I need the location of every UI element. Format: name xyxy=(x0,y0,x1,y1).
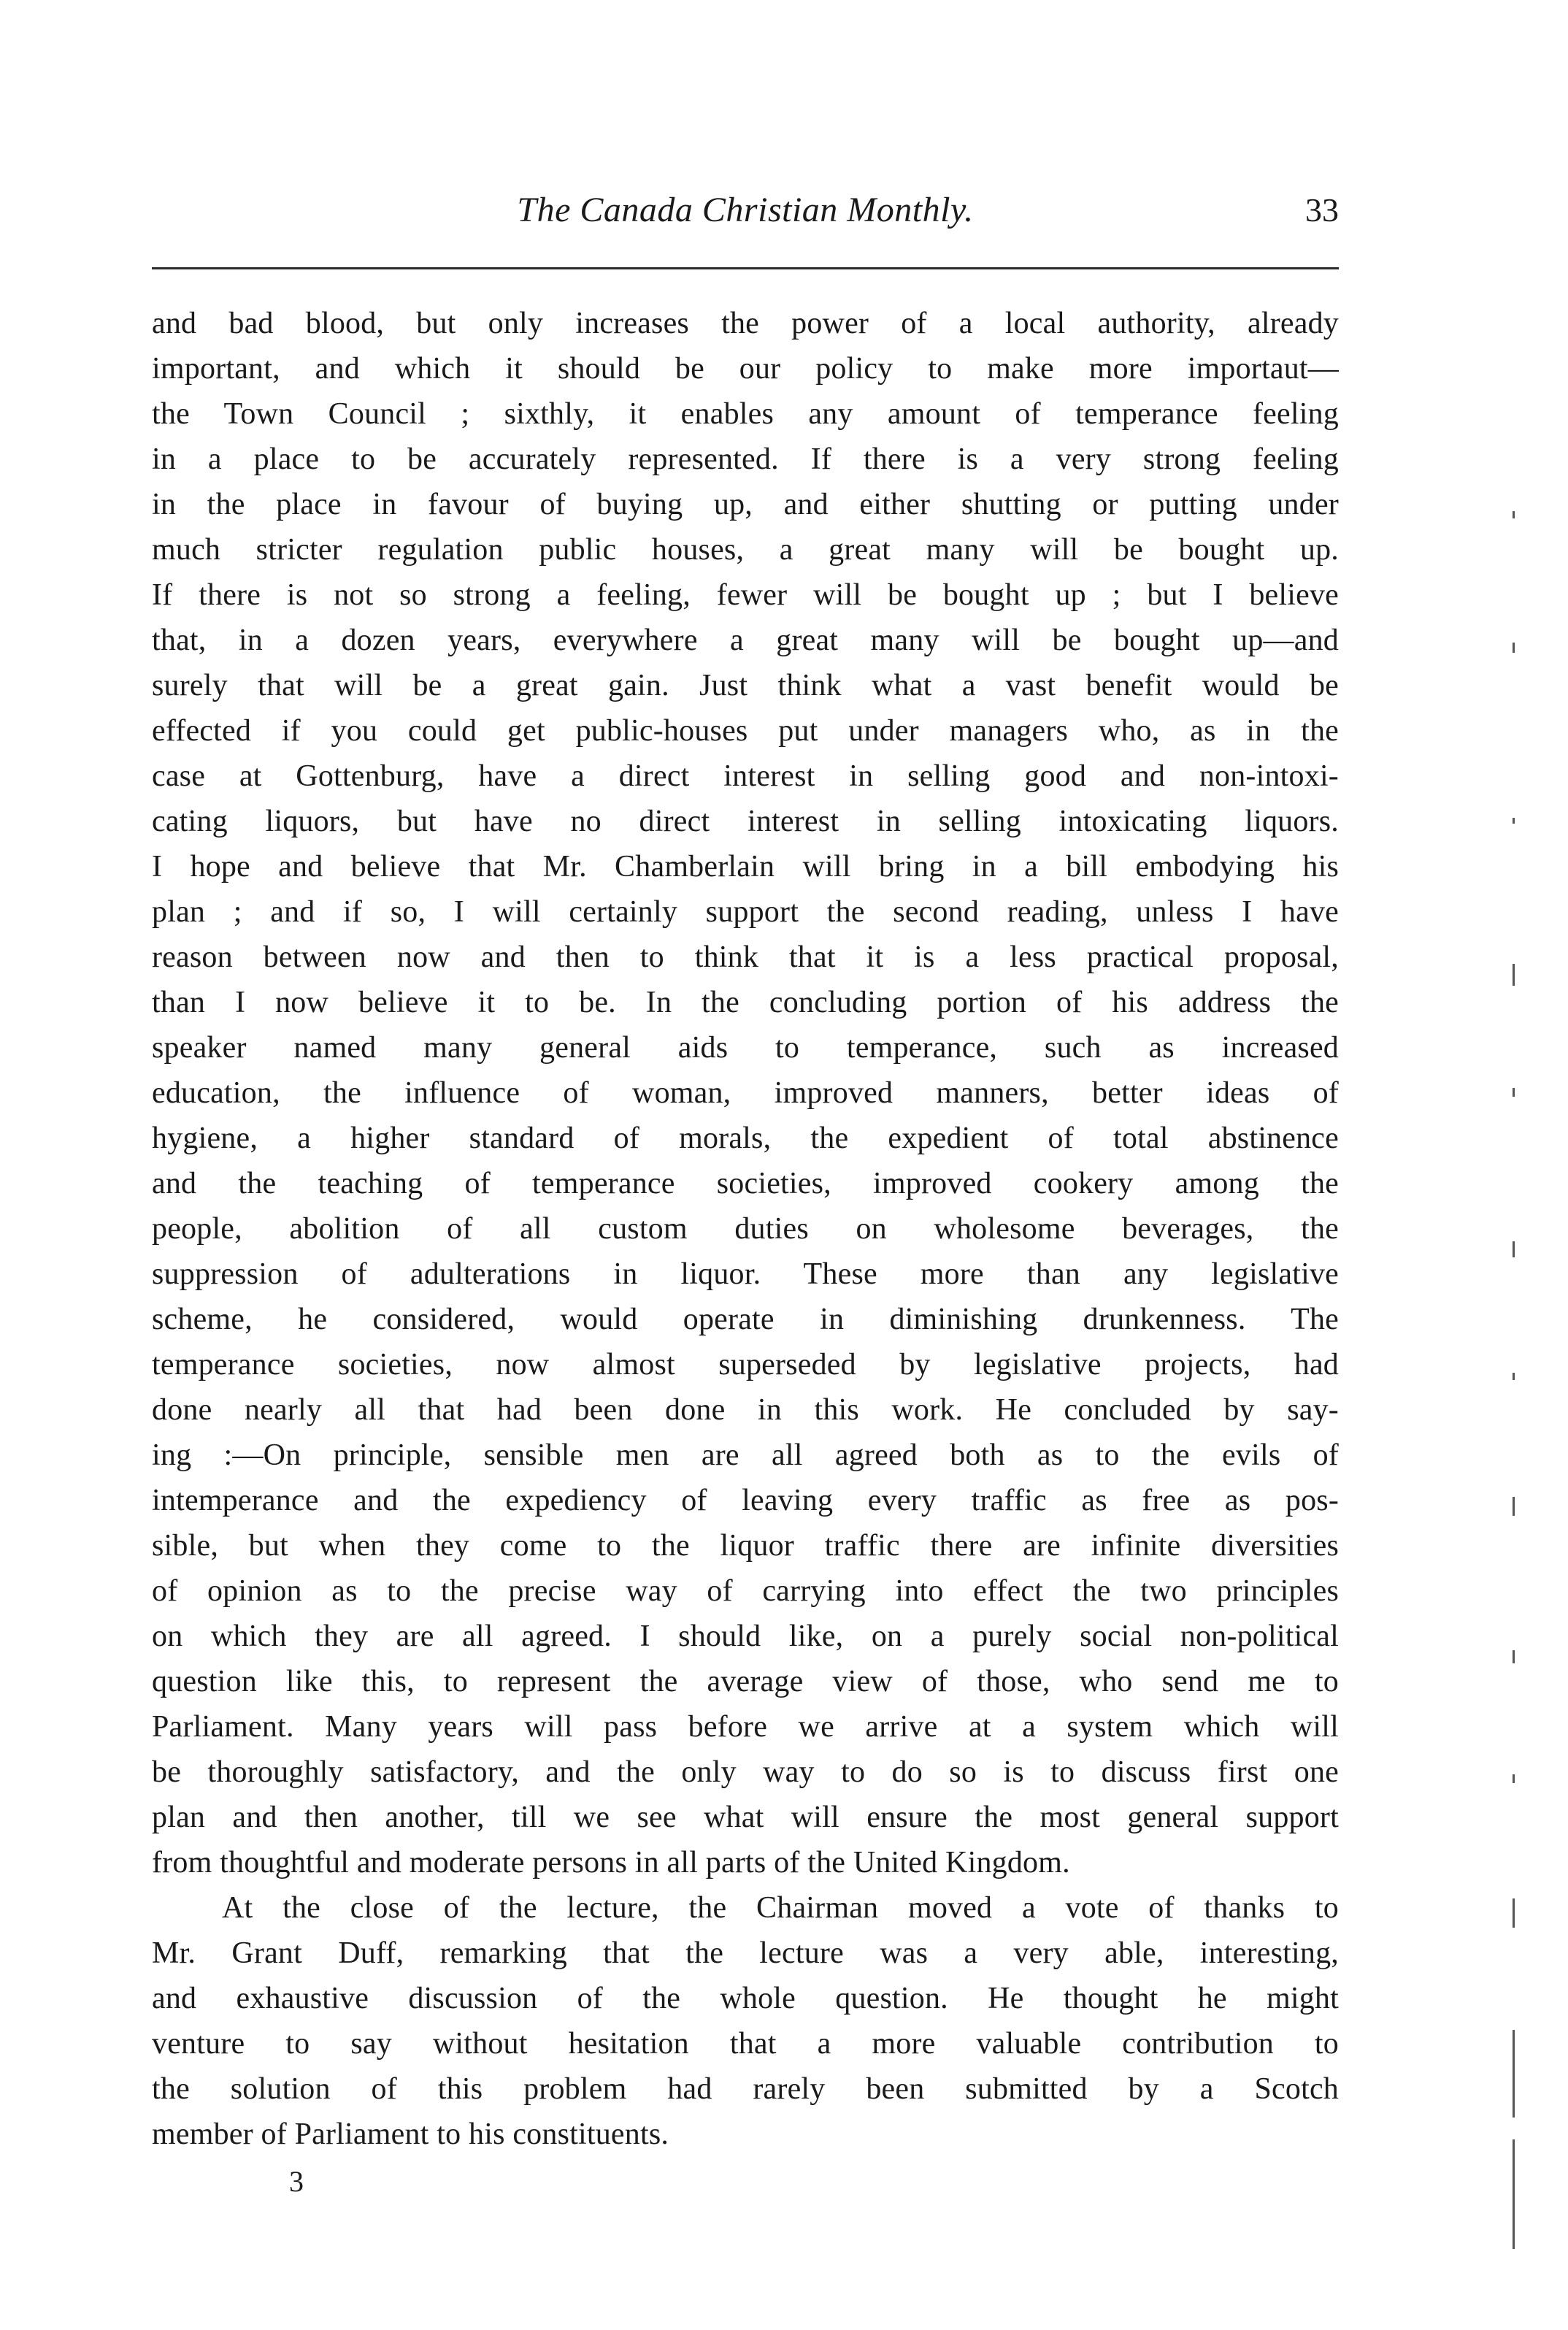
text-line: intemperance and the expediency of leaving every traffic as free as pos- xyxy=(152,1484,1339,1517)
text-line: case at Gottenburg, have a direct interest in selling good and non-intoxi- xyxy=(152,759,1339,793)
running-title: The Canada Christian Monthly. xyxy=(517,191,974,229)
text-line: and exhaustive discussion of the whole question. He thought he might xyxy=(152,1982,1339,2015)
text-line: member of Parliament to his constituents. xyxy=(152,2118,669,2151)
text-line: in the place in favour of buying up, and either shutting or putting under xyxy=(152,488,1339,521)
text-line: suppression of adulterations in liquor. These more than any legislative xyxy=(152,1257,1339,1291)
text-line: If there is not so strong a feeling, fewer will be bought up ; but I believe xyxy=(152,578,1339,612)
text-line: I hope and believe that Mr. Chamberlain will bring in a bill embodying his xyxy=(152,850,1339,884)
header-rule xyxy=(152,267,1339,269)
page-number: 33 xyxy=(1305,191,1339,229)
page-header xyxy=(152,188,1339,239)
signature-mark: 3 xyxy=(289,2165,304,2198)
body-text xyxy=(152,301,1339,2157)
text-line: surely that will be a great gain. Just think what a vast benefit would be xyxy=(152,669,1339,702)
text-line: temperance societies, now almost superseded by legislative projects, had xyxy=(152,1348,1339,1381)
text-line: on which they are all agreed. I should like, on a purely social non-political xyxy=(152,1620,1339,1653)
text-line: done nearly all that had been done in this work. He concluded by say- xyxy=(152,1393,1339,1427)
text-line: reason between now and then to think that it is a less practical proposal, xyxy=(152,940,1339,974)
text-line: the Town Council ; sixthly, it enables any amount of temperance feeling xyxy=(152,397,1339,431)
text-line: and the teaching of temperance societies, improved cookery among the xyxy=(152,1167,1339,1200)
text-line: Parliament. Many years will pass before we arrive at a system which will xyxy=(152,1710,1339,1744)
text-line: much stricter regulation public houses, a great many will be bought up. xyxy=(152,533,1339,567)
text-line: Mr. Grant Duff, remarking that the lecture was a very able, interesting, xyxy=(152,1936,1339,1970)
text-line: and bad blood, but only increases the power of a local authority, already xyxy=(152,307,1339,340)
text-line: important, and which it should be our policy to make more importaut— xyxy=(152,352,1339,386)
text-line: effected if you could get public-houses put under managers who, as in the xyxy=(152,714,1339,748)
text-line: that, in a dozen years, everywhere a great many will be bought up—and xyxy=(152,624,1339,657)
text-line: hygiene, a higher standard of morals, the expedient of total abstinence xyxy=(152,1122,1339,1155)
text-line: of opinion as to the precise way of carrying into effect the two principles xyxy=(152,1574,1339,1608)
text-line: ing :—On principle, sensible men are all agreed both as to the evils of xyxy=(152,1438,1339,1472)
text-line: cating liquors, but have no direct interest in selling intoxicating liquors. xyxy=(152,805,1339,838)
text-line: from thoughtful and moderate persons in all parts of the United Kingdom. xyxy=(152,1846,1070,1879)
text-line: education, the influence of woman, improved manners, better ideas of xyxy=(152,1076,1339,1110)
text-line: plan and then another, till we see what will ensure the most general support xyxy=(152,1801,1339,1834)
text-line: the solution of this problem had rarely been submitted by a Scotch xyxy=(152,2072,1339,2106)
text-line: At the close of the lecture, the Chairman moved a vote of thanks to xyxy=(222,1891,1339,1925)
text-line: question like this, to represent the average view of those, who send me to xyxy=(152,1665,1339,1698)
text-line: be thoroughly satisfactory, and the only way to do so is to discuss first one xyxy=(152,1755,1339,1789)
text-line: sible, but when they come to the liquor traffic there are infinite diversities xyxy=(152,1529,1339,1563)
text-line: venture to say without hesitation that a more valuable contribution to xyxy=(152,2027,1339,2061)
text-line: people, abolition of all custom duties on wholesome beverages, the xyxy=(152,1212,1339,1246)
text-line: in a place to be accurately represented. If there is a very strong feeling xyxy=(152,442,1339,476)
text-line: than I now believe it to be. In the concluding portion of his address the xyxy=(152,986,1339,1019)
text-line: scheme, he considered, would operate in diminishing drunkenness. The xyxy=(152,1303,1339,1336)
margin-marks xyxy=(1504,511,1526,2264)
text-line: speaker named many general aids to temperance, such as increased xyxy=(152,1031,1339,1065)
text-line: plan ; and if so, I will certainly support the second reading, unless I have xyxy=(152,895,1339,929)
